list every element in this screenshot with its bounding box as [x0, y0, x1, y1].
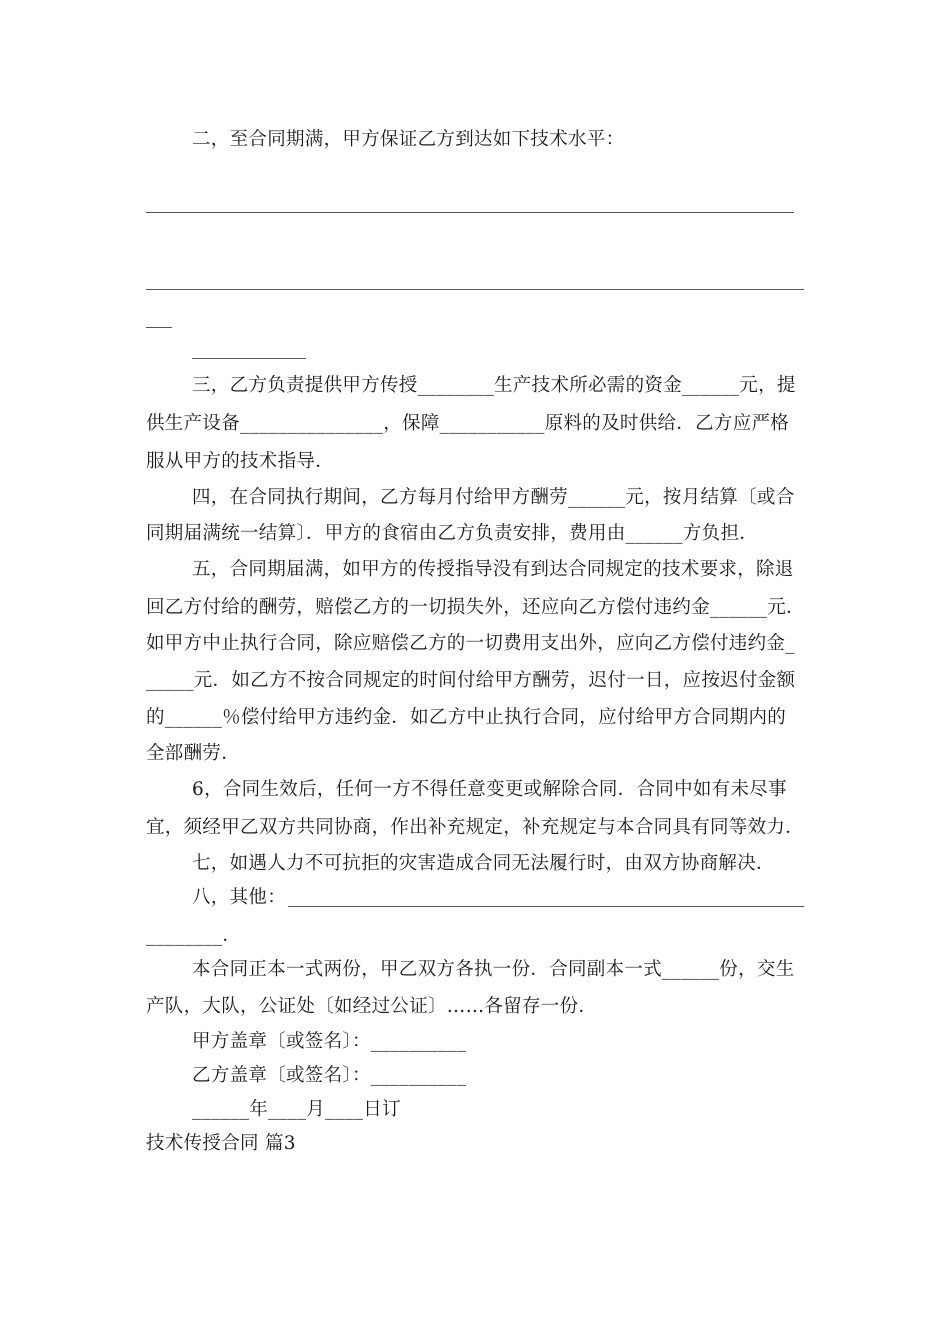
- clause-6-line-1: 6，合同生效后，任何一方不得任意变更或解除合同．合同中如有未尽事: [192, 779, 787, 800]
- clause-5-line-4: _____元．如乙方不按合同规定的时间付给甲方酬劳，迟付一日，应按迟付金额: [146, 670, 796, 691]
- party-a-signature: 甲方盖章〔或签名〕：__________: [192, 1031, 467, 1052]
- blank-rule-3: [146, 327, 172, 328]
- clause-3-line-2: 供生产设备_______________，保障___________原料的及时供给．乙方应严格: [146, 413, 790, 434]
- clause-5-line-5: 的______％偿付给甲方违约金．如乙方中止执行合同，应付给甲方合同期内的: [146, 707, 787, 728]
- clause-5-line-1: 五，合同期届满，如甲方的传授指导没有到达合同规定的技术要求，除退: [192, 559, 794, 580]
- clause-6-line-2: 宜，须经甲乙双方共同协商，作出补充规定，补充规定与本合同具有同等效力．: [146, 817, 805, 838]
- next-section-title: 技术传授合同 篇3: [146, 1133, 296, 1154]
- signing-date: ______年____月____日订: [192, 1099, 401, 1120]
- clause-4-line-1: 四，在合同执行期间，乙方每月付给甲方酬劳______元，按月结算〔或合: [192, 487, 795, 508]
- blank-rule-1: [146, 212, 794, 213]
- clause-2-heading: 二，至合同期满，甲方保证乙方到达如下技术水平：: [192, 129, 625, 150]
- clause-5-line-2: 回乙方付给的酬劳，赔偿乙方的一切损失外，还应向乙方偿付违约金______元．: [146, 597, 805, 618]
- clause-4-line-2: 同期届满统一结算〕．甲方的食宿由乙方负责安排，费用由______方负担．: [146, 523, 759, 544]
- clause-7: 七，如遇人力不可抗拒的灾害造成合同无法履行时，由双方协商解决．: [192, 853, 775, 874]
- clause-5-line-6: 全部酬劳．: [146, 743, 241, 764]
- clause-8-label: 八，其他：: [192, 887, 287, 908]
- clause-5-line-3: 如甲方中止执行合同，除应赔偿乙方的一切费用支出外，应向乙方偿付违约金_: [146, 633, 795, 654]
- clause-8-blank-rule: [288, 906, 804, 907]
- blank-rule-4: [192, 358, 306, 359]
- copies-line-2: 产队，大队，公证处〔如经过公证〕……各留存一份．: [146, 996, 598, 1017]
- clause-3-line-1: 三，乙方负责提供甲方传授________生产技术所必需的资金______元，提: [192, 375, 796, 396]
- clause-3-line-3: 服从甲方的技术指导．: [146, 451, 335, 472]
- party-b-signature: 乙方盖章〔或签名〕：__________: [192, 1065, 467, 1086]
- clause-8-end: ________．: [146, 925, 242, 946]
- copies-line-1: 本合同正本一式两份，甲乙双方各执一份．合同副本一式______份，交生: [192, 959, 795, 980]
- blank-rule-2: [146, 289, 804, 290]
